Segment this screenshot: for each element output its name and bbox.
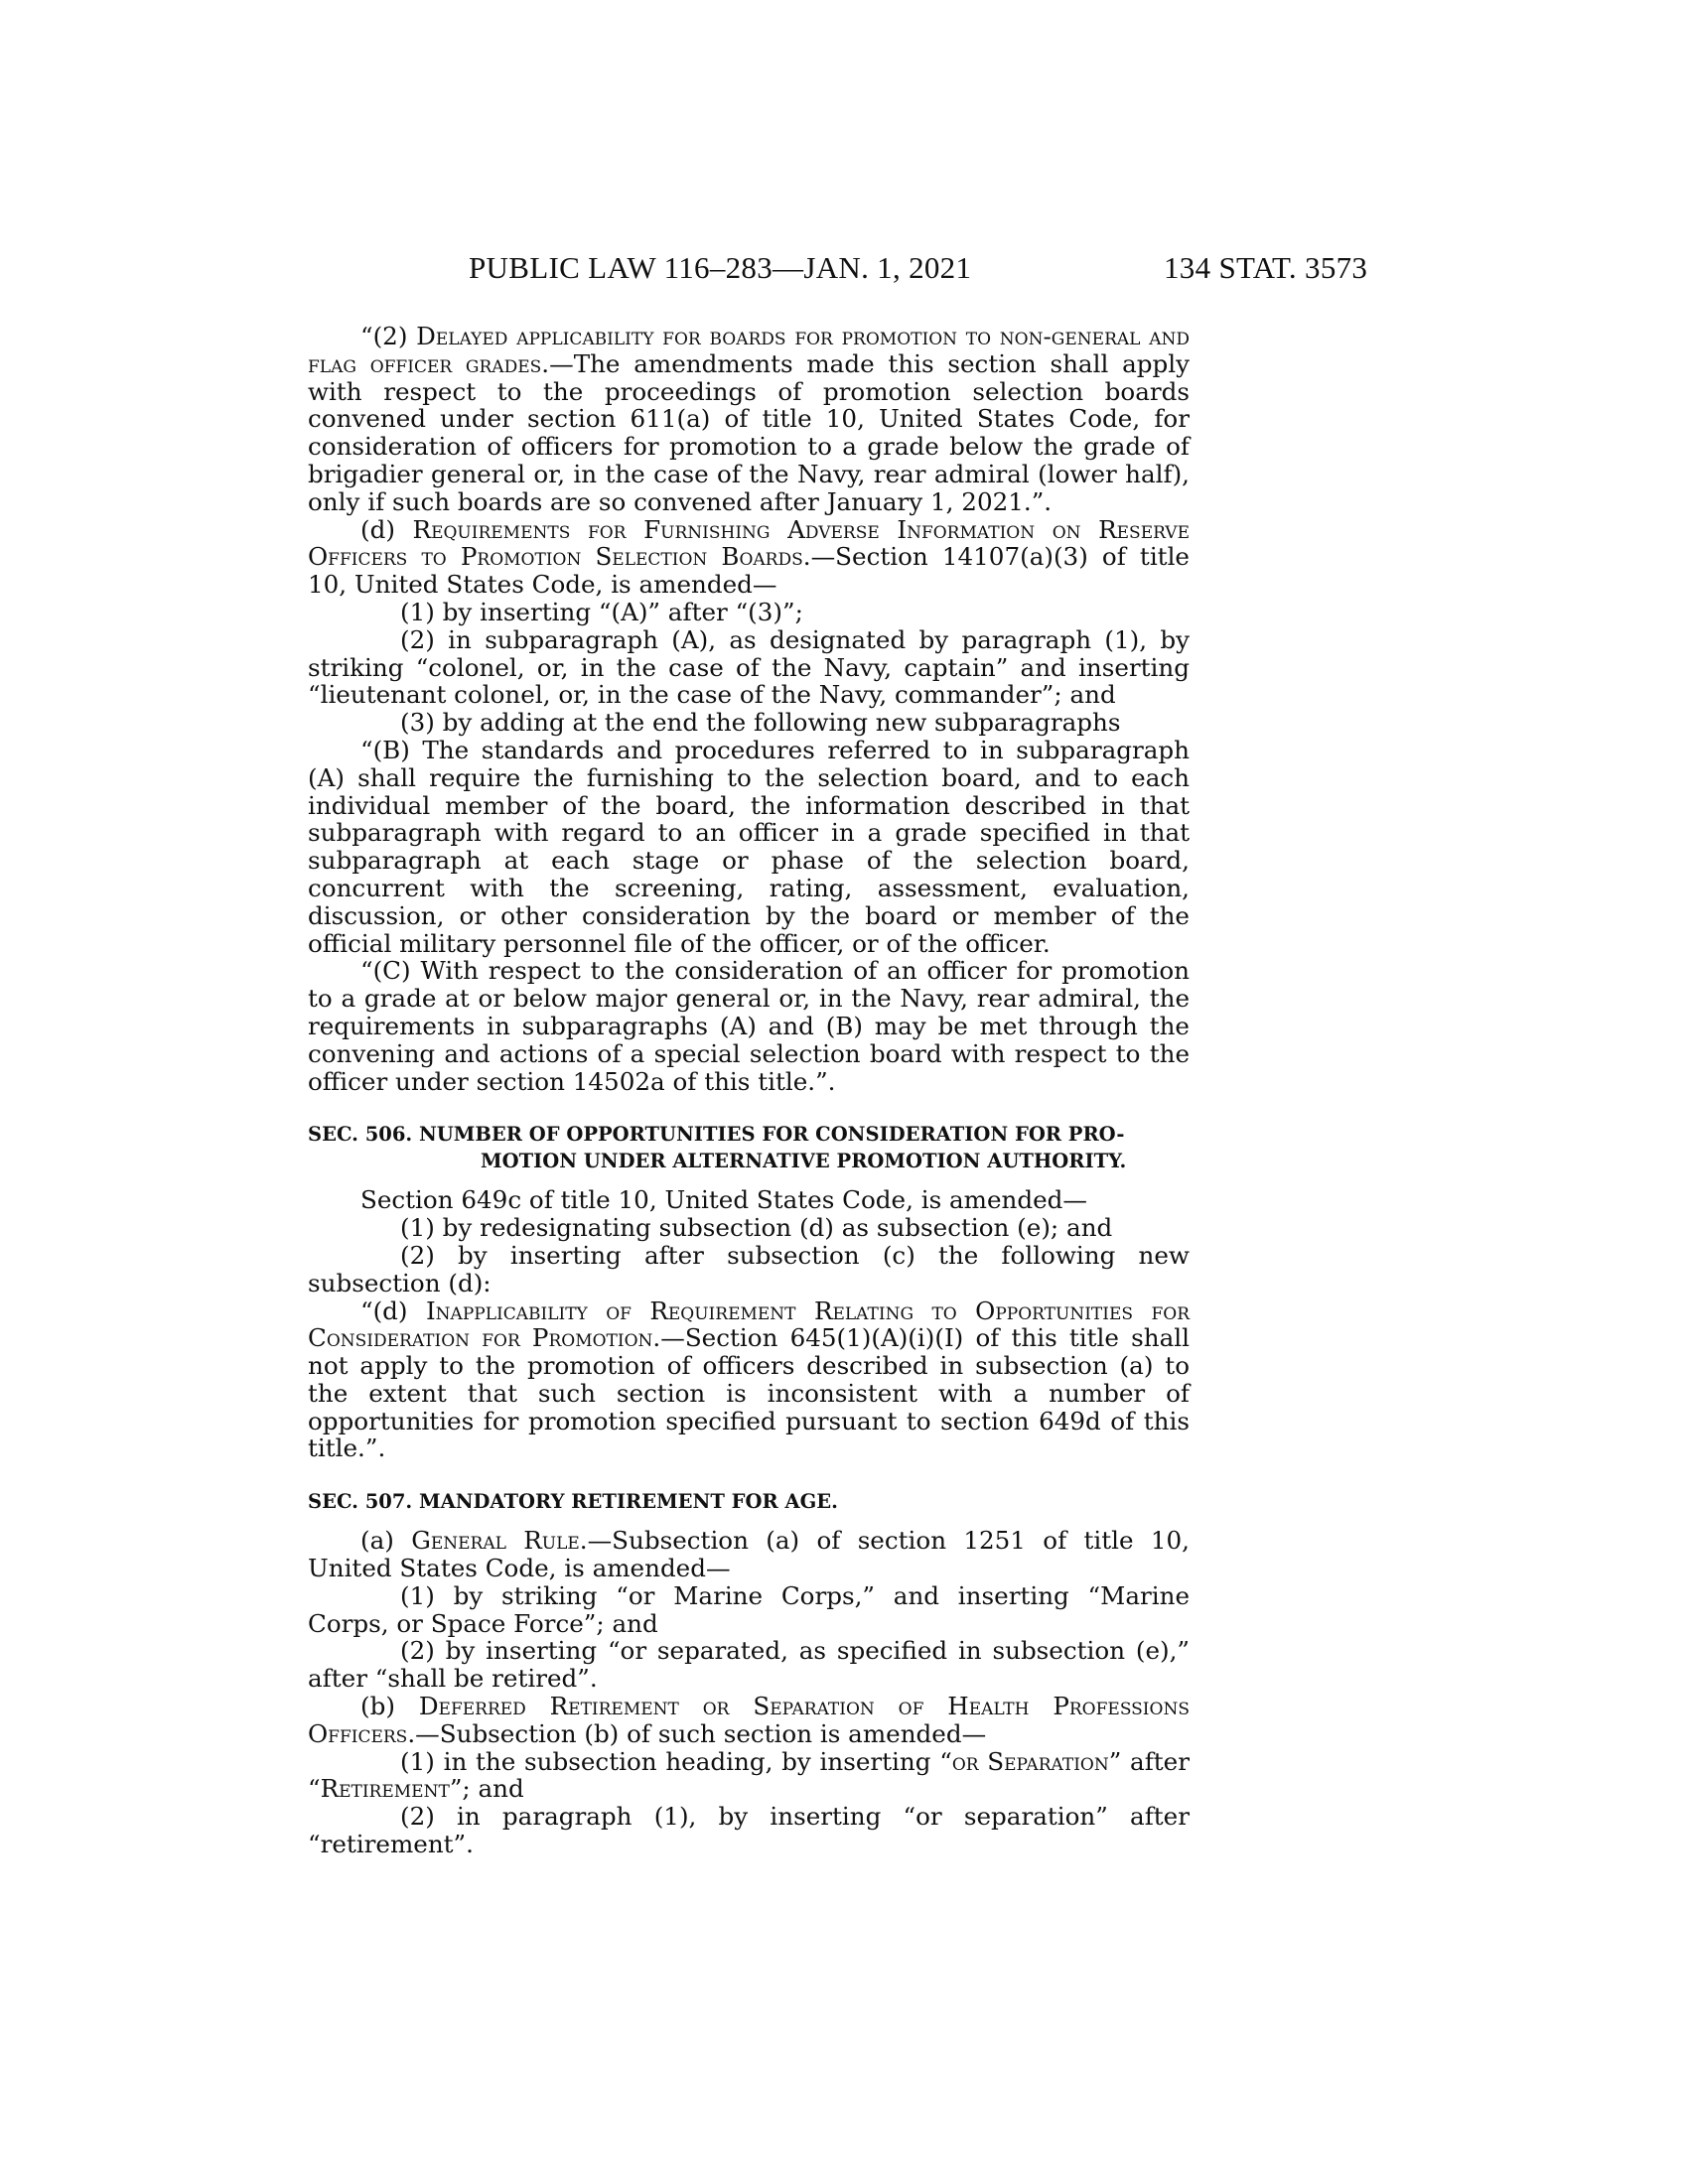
section-507-heading: SEC. 507. MANDATORY RETIREMENT FOR AGE. <box>308 1490 838 1514</box>
subsection-d: (d) Requirements for Furnishing Adverse Information on Reserve Officers to Promotion Selection Boards.—Section 14107(a)(3) of title 10, United States Code, is amended— <box>308 514 1190 600</box>
section-506-item-1: (1) by redesignating subsection (d) as subsection (e); and <box>400 1213 1113 1243</box>
section-507-a-item-2: (2) by inserting “or separated, as specified in subsection (e),” after “shall be retired”. <box>308 1636 1190 1694</box>
section-507-subsection-b: (b) Deferred Retirement or Separation of Health Professions Officers.—Subsection (b) of such section is amended— <box>308 1692 1190 1748</box>
subsection-d-item-3: (3) by adding at the end the following new subparagraphs <box>400 708 1121 738</box>
section-506-heading: SEC. 506. NUMBER OF OPPORTUNITIES FOR CONSIDERATION FOR PRO- MOTION UNDER ALTERNATIVE PROMOTION AUTHORITY. <box>308 1123 1127 1173</box>
paragraph-delayed-applicability: “(2) Delayed applicability for boards for promotion to non-general and flag officer grades.—The amendments made this section shall apply with respect to the proceedings of promotion selection boards convened under section 611(a) of title 10, United States Code, for consideration of officers for promotion to a grade below the grade of brigadier general or, in the case of the Navy, rear admiral (lower half), only if such boards are so convened after January 1, 2021.”. <box>308 322 1190 516</box>
section-507-a-item-1: (1) by striking “or Marine Corps,” and inserting “Marine Corps, or Space Force”; and <box>308 1580 1190 1638</box>
section-506-subsection-d: “(d) Inapplicability of Requirement Relating to Opportunities for Consideration for Promotion.—Section 645(1)(A)(i)(I) of this title shall not apply to the promotion of officers described in subsection (a) to the extent that such section is inconsistent with a number of opportunities for promotion specified pursuant to section 649d of this title.”. <box>308 1296 1190 1463</box>
section-507-b-item-1: (1) in the subsection heading, by inserting “or Separation” after “Retirement”; and <box>308 1746 1190 1804</box>
section-507-b-item-2: (2) in paragraph (1), by inserting “or separation” after “retirement”. <box>308 1802 1190 1859</box>
section-506-item-2: (2) by inserting after subsection (c) the following new subsection (d): <box>308 1240 1190 1297</box>
subparagraph-b: “(B) The standards and procedures referred to in subparagraph (A) shall require the furnishing to the selection board, and to each individual member of the board, the information described in that subparagraph with regard to an officer in a grade specified in that subparagraph at each stage or phase of the selection board, concurrent with the screening, rating, assessment, evaluation, discussion, or other consideration by the board or member of the official military personnel file of the officer, or of the officer. <box>308 735 1190 958</box>
document-body <box>308 323 1190 1858</box>
page-stat-number: 134 STAT. 3573 <box>1164 250 1368 285</box>
section-506-intro: Section 649c of title 10, United States Code, is amended— <box>360 1185 1088 1215</box>
subsection-d-item-1: (1) by inserting “(A)” after “(3)”; <box>400 597 803 626</box>
subparagraph-c: “(C) With respect to the consideration of an officer for promotion to a grade at or below major general or, in the Navy, rear admiral, the requirements in subparagraphs (A) and (B) may be met through the convening and actions of a special selection board with respect to the officer under section 14502a of this title.”. <box>308 956 1190 1096</box>
running-header-title: PUBLIC LAW 116–283—JAN. 1, 2021 <box>469 250 972 285</box>
section-507-subsection-a: (a) General Rule.—Subsection (a) of section 1251 of title 10, United States Code, is amended— <box>308 1526 1190 1583</box>
subsection-d-item-2: (2) in subparagraph (A), as designated by paragraph (1), by striking “colonel, or, in the case of the Navy, captain” and inserting “lieutenant colonel, or, in the case of the Navy, commander”; and <box>308 624 1190 710</box>
